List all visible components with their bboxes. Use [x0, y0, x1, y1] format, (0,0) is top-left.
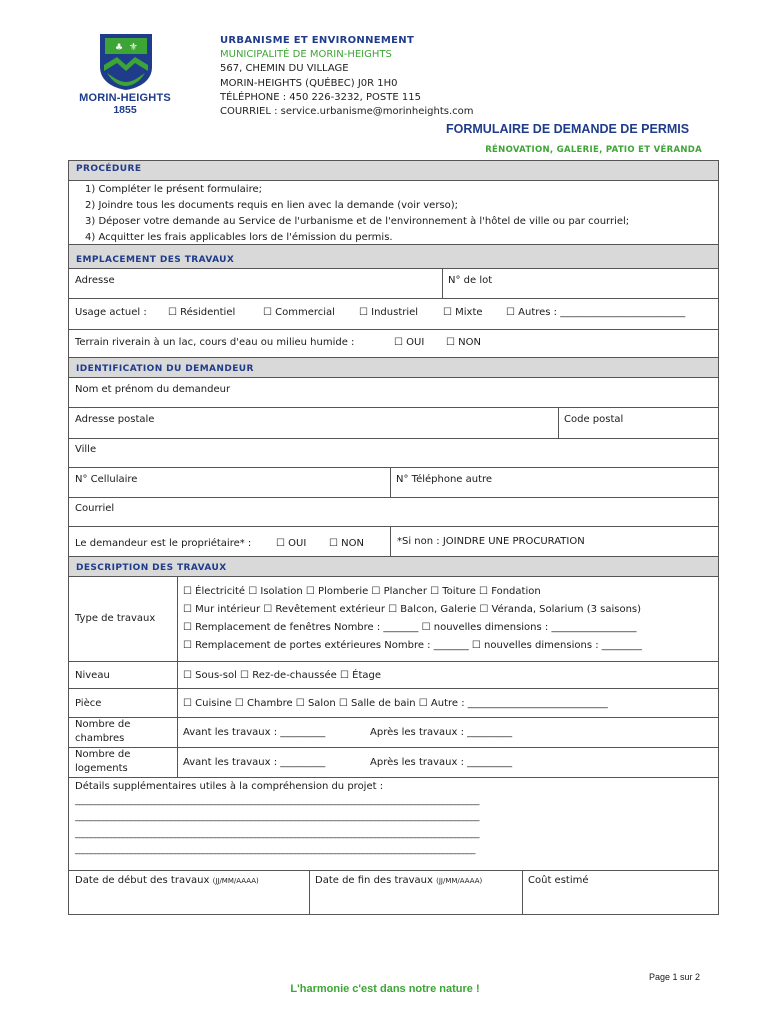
usage-mixed-checkbox[interactable]: ☐ Mixte	[443, 307, 483, 318]
slogan: L'harmonie c'est dans notre nature !	[290, 983, 480, 995]
logo-town-name: MORIN-HEIGHTS	[79, 92, 171, 104]
cell-phone-label: N° Cellulaire	[75, 474, 138, 485]
section-header-description: DESCRIPTION DES TRAVAUX	[69, 557, 718, 577]
owner-label: Le demandeur est le propriétaire* :	[75, 538, 252, 549]
owner-row	[69, 527, 718, 557]
address-field[interactable]	[69, 269, 442, 298]
postal-code-label: Code postal	[564, 414, 624, 425]
details-line-2[interactable]: _____________________________________________________________________________________________________	[75, 812, 479, 822]
units-after-field[interactable]: Après les travaux : _________	[370, 757, 513, 768]
bedrooms-label-line-1: Nombre de	[75, 719, 131, 730]
end-date-format: (JJ/MM/AAAA)	[436, 877, 483, 885]
divider	[177, 577, 178, 661]
estimated-cost-label: Coût estimé	[528, 875, 589, 886]
units-row	[69, 748, 718, 778]
postal-row	[69, 408, 718, 439]
bedrooms-before-field[interactable]: Avant les travaux : _________	[183, 727, 326, 738]
section-header-applicant: IDENTIFICATION DU DEMANDEUR	[69, 358, 718, 378]
room-row	[69, 689, 718, 718]
city-field[interactable]	[69, 439, 718, 468]
waterfront-no-checkbox[interactable]: ☐ NON	[446, 337, 481, 348]
start-date-format: (JJ/MM/AAAA)	[212, 877, 259, 885]
svg-text:⚜: ⚜	[129, 42, 138, 53]
section-header-location: EMPLACEMENT DES TRAVAUX	[69, 245, 718, 269]
logo-year: 1855	[113, 104, 137, 116]
street-address: 567, CHEMIN DU VILLAGE	[220, 63, 349, 75]
details-line-4[interactable]: ____________________________________________________________________________________________________	[75, 845, 475, 855]
postal-address-label: Adresse postale	[75, 414, 155, 425]
postal-code-field[interactable]	[558, 408, 718, 438]
units-label-line-2: logements	[75, 763, 128, 774]
procedure-step-4: 4) Acquitter les frais applicables lors de l'émission du permis.	[85, 232, 393, 243]
owner-no-checkbox[interactable]: ☐ NON	[329, 538, 364, 549]
usage-other-checkbox[interactable]: ☐ Autres : _________________________	[506, 307, 686, 318]
address-label: Adresse	[75, 275, 115, 286]
proxy-note: *Si non : JOINDRE UNE PROCURATION	[397, 536, 585, 547]
lot-number-label: N° de lot	[448, 275, 493, 286]
owner-yes-checkbox[interactable]: ☐ OUI	[276, 538, 307, 549]
level-options[interactable]: ☐ Sous-sol ☐ Rez-de-chaussée ☐ Étage	[183, 670, 382, 681]
department-name: URBANISME ET ENVIRONNEMENT	[220, 35, 415, 46]
procedure-step-2: 2) Joindre tous les documents requis en lien avec la demande (voir verso);	[85, 200, 459, 211]
other-phone-field[interactable]	[390, 468, 718, 497]
applicant-name-label: Nom et prénom du demandeur	[75, 384, 231, 395]
dates-row	[69, 871, 718, 914]
other-phone-label: N° Téléphone autre	[396, 474, 493, 485]
procedure-step-1: 1) Compléter le présent formulaire;	[85, 184, 262, 195]
lot-number-field[interactable]	[442, 269, 718, 298]
usage-residential-checkbox[interactable]: ☐ Résidentiel	[168, 307, 236, 318]
level-row	[69, 662, 718, 689]
work-type-line-3[interactable]: ☐ Remplacement de fenêtres Nombre : _______ ☐ nouvelles dimensions : _________________	[183, 622, 637, 633]
usage-row	[69, 299, 718, 330]
procedure-step-3: 3) Déposer votre demande au Service de l'urbanisme et de l'environnement à l'hôtel de ville ou par courriel;	[85, 216, 630, 227]
details-line-1[interactable]: _____________________________________________________________________________________________________	[75, 796, 479, 806]
start-date-label: Date de début des travaux	[75, 875, 210, 886]
email-label: Courriel	[75, 503, 115, 514]
phone-row	[69, 468, 718, 498]
municipality-logo	[66, 33, 184, 117]
divider	[177, 662, 178, 688]
applicant-name-field[interactable]	[69, 378, 718, 408]
usage-label: Usage actuel :	[75, 307, 147, 318]
waterfront-yes-checkbox[interactable]: ☐ OUI	[394, 337, 425, 348]
city-postal: MORIN-HEIGHTS (QUÉBEC) J0R 1H0	[220, 77, 398, 89]
procedure-steps	[69, 181, 718, 245]
section-header-procedure: PROCÉDURE	[69, 161, 718, 181]
form-title: FORMULAIRE DE DEMANDE DE PERMIS	[446, 122, 690, 136]
room-label: Pièce	[75, 698, 102, 709]
waterfront-label: Terrain riverain à un lac, cours d'eau ou milieu humide :	[75, 337, 355, 348]
divider	[177, 718, 178, 747]
work-type-row	[69, 577, 718, 662]
work-type-line-2[interactable]: ☐ Mur intérieur ☐ Revêtement extérieur ☐ Balcon, Galerie ☐ Véranda, Solarium (3 saisons)	[183, 604, 642, 615]
organization-info	[220, 34, 474, 119]
form-subtitle: RÉNOVATION, GALERIE, PATIO ET VÉRANDA	[485, 145, 702, 155]
details-row	[69, 778, 718, 871]
units-label-line-1: Nombre de	[75, 749, 131, 760]
morin-heights-shield-icon	[99, 33, 153, 91]
level-label: Niveau	[75, 670, 110, 681]
bedrooms-label-line-2: chambres	[75, 733, 125, 744]
details-line-3[interactable]: _____________________________________________________________________________________________________	[75, 829, 479, 839]
cell-phone-field[interactable]	[69, 468, 390, 497]
phone-number: TÉLÉPHONE : 450 226-3232, POSTE 115	[220, 91, 421, 103]
divider	[177, 689, 178, 717]
usage-industrial-checkbox[interactable]: ☐ Industriel	[359, 307, 419, 318]
estimated-cost-field[interactable]	[522, 871, 718, 914]
units-before-field[interactable]: Avant les travaux : _________	[183, 757, 326, 768]
end-date-field[interactable]	[309, 871, 522, 914]
divider	[390, 527, 391, 556]
svg-text:♣: ♣	[115, 43, 124, 53]
bedrooms-after-field[interactable]: Après les travaux : _________	[370, 727, 513, 738]
work-type-line-4[interactable]: ☐ Remplacement de portes extérieures Nombre : _______ ☐ nouvelles dimensions : ________	[183, 640, 642, 651]
municipality-name: MUNICIPALITÉ DE MORIN-HEIGHTS	[220, 49, 392, 61]
work-type-label: Type de travaux	[75, 613, 156, 624]
bedrooms-row	[69, 718, 718, 748]
divider	[177, 748, 178, 777]
city-label: Ville	[75, 444, 97, 455]
permit-form	[68, 160, 719, 915]
details-label: Détails supplémentaires utiles à la compréhension du projet :	[75, 781, 384, 792]
postal-address-field[interactable]	[69, 408, 558, 438]
room-options[interactable]: ☐ Cuisine ☐ Chambre ☐ Salon ☐ Salle de bain ☐ Autre : ____________________________	[183, 698, 608, 709]
email-field[interactable]	[69, 498, 718, 527]
waterfront-row	[69, 330, 718, 358]
email-address: COURRIEL : service.urbanisme@morinheights.com	[220, 106, 474, 118]
address-lot-row	[69, 269, 718, 299]
page-number: Page 1 sur 2	[649, 972, 701, 982]
start-date-field[interactable]	[69, 871, 309, 914]
work-type-line-1[interactable]: ☐ Électricité ☐ Isolation ☐ Plomberie ☐ Plancher ☐ Toiture ☐ Fondation	[183, 586, 541, 597]
usage-commercial-checkbox[interactable]: ☐ Commercial	[263, 307, 335, 318]
end-date-label: Date de fin des travaux	[315, 875, 433, 886]
